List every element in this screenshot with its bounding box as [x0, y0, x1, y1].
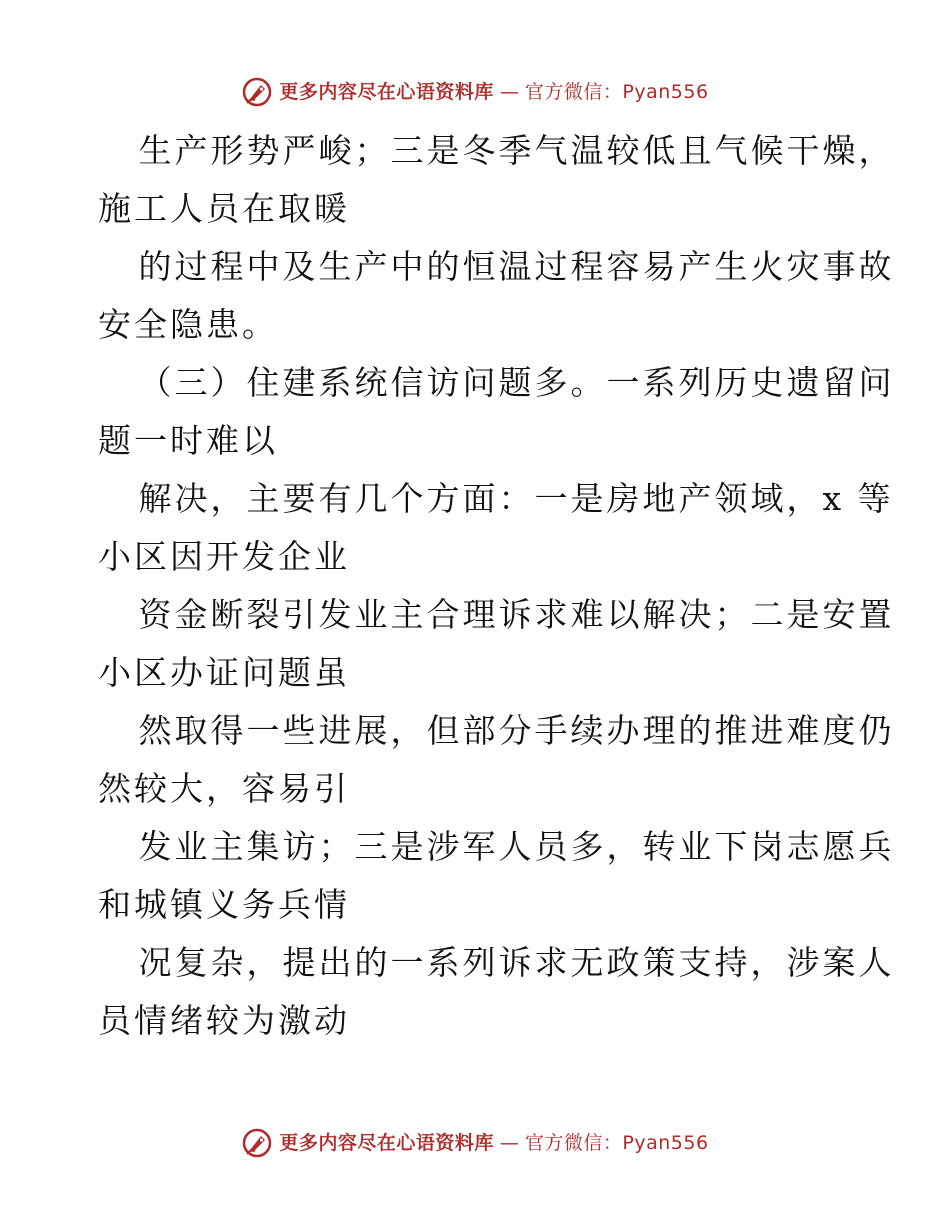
body-line: 安全隐患。 [98, 305, 278, 344]
footer-promo-text: 更多内容尽在心语资料库 [279, 1132, 494, 1154]
body-line: 员情绪较为激动 [98, 1001, 350, 1040]
body-line: 发业主集访；三是涉军人员多，转业下岗志愿兵 [98, 827, 895, 866]
footer-wechat-text: 官方微信：Pyan556 [524, 1132, 709, 1154]
footer-dash: — [499, 1132, 519, 1154]
body-line: 和城镇义务兵情 [98, 885, 350, 924]
pen-nib-logo-icon [241, 1127, 273, 1159]
body-line: 解决，主要有几个方面：一是房地产领域，x 等 [98, 479, 894, 518]
body-line: 资金断裂引发业主合理诉求难以解决；二是安置 [98, 595, 895, 634]
pen-nib-logo-icon [241, 76, 273, 108]
header-dash: — [499, 81, 519, 103]
body-line: 然较大，容易引 [98, 769, 350, 808]
body-line: 小区因开发企业 [98, 537, 350, 576]
body-line: 然取得一些进展，但部分手续办理的推进难度仍 [98, 711, 895, 750]
body-line: 题一时难以 [98, 421, 278, 460]
header-promo-text: 更多内容尽在心语资料库 [279, 81, 494, 103]
body-line: 小区办证问题虽 [98, 653, 350, 692]
document-body [98, 122, 895, 1050]
body-line: 生产形势严峻；三是冬季气温较低且气候干燥， [98, 131, 895, 170]
header-banner [0, 76, 950, 108]
footer-banner [0, 1127, 950, 1159]
body-line: 况复杂，提出的一系列诉求无政策支持，涉案人 [98, 943, 895, 982]
body-line: （三）住建系统信访问题多。一系列历史遗留问 [98, 363, 895, 402]
body-line: 的过程中及生产中的恒温过程容易产生火灾事故 [98, 247, 895, 286]
header-wechat-text: 官方微信：Pyan556 [524, 81, 709, 103]
body-line: 施工人员在取暖 [98, 189, 350, 228]
